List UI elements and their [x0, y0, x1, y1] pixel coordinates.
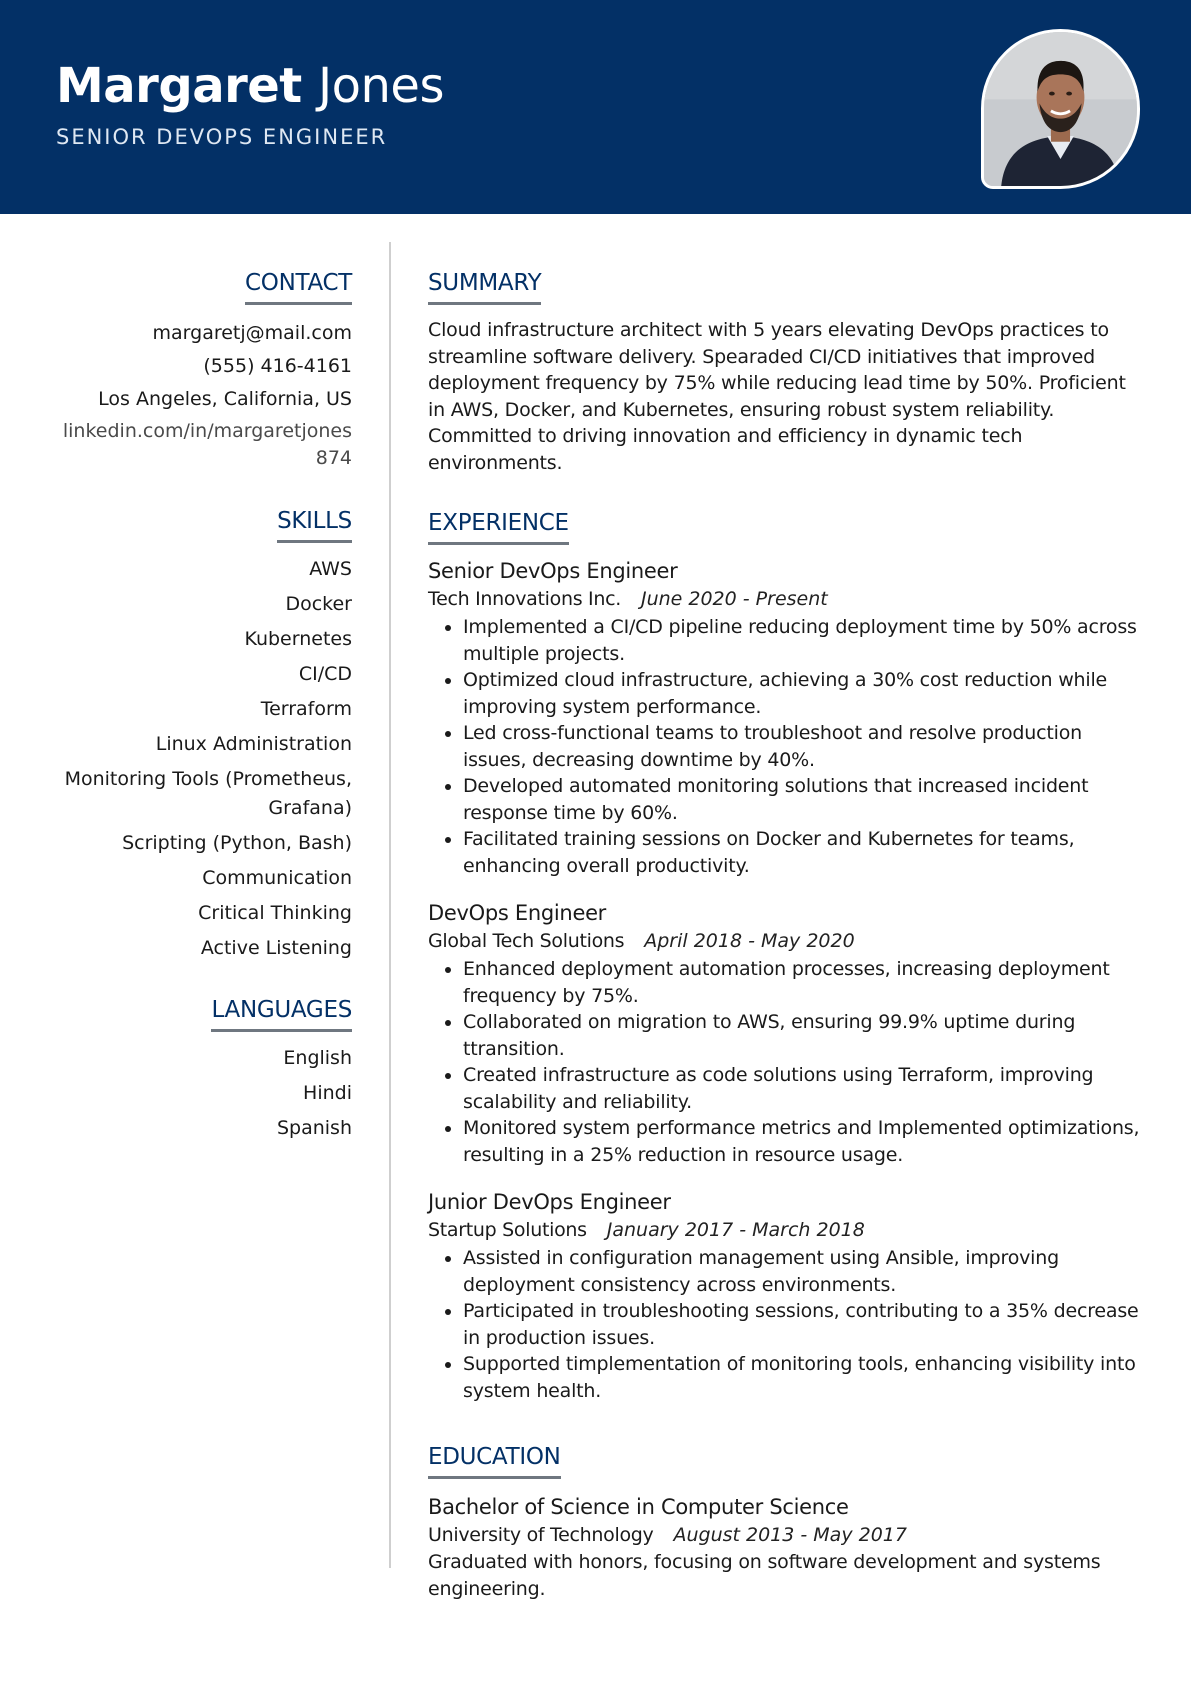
bullet-item: • Optimized cloud infrastructure, achieving a 30% cost reduction while improving system performance.: [463, 667, 1140, 720]
contact-email[interactable]: margaretj@mail.com: [152, 322, 352, 344]
bullet-item: • Monitored system performance metrics and Implemented optimizations, resulting in a 25% reduction in resource usage.: [463, 1115, 1140, 1168]
bullet-item: • Created infrastructure as code solutions using Terraform, improving scalability and reliability.: [463, 1062, 1140, 1115]
company-name: Startup Solutions: [428, 1219, 587, 1241]
job-bullets: [428, 614, 1140, 879]
job-entry: [428, 1188, 1140, 1404]
job-title: Senior DevOps Engineer: [428, 559, 678, 583]
skill-item: Monitoring Tools (Prometheus, Grafana): [64, 768, 352, 819]
skill-item: Terraform: [260, 698, 352, 720]
experience-section: [428, 508, 1140, 1404]
bullet-item: • Assisted in configuration management using Ansible, improving deployment consistency across environments.: [463, 1245, 1140, 1298]
skill-item: AWS: [309, 558, 352, 580]
contact-location: Los Angeles, California, US: [98, 388, 352, 410]
bullet-item: • Facilitated training sessions on Docker and Kubernetes for teams, enhancing overall productivity.: [463, 826, 1140, 879]
job-entry: [428, 899, 1140, 1168]
language-item: Spanish: [276, 1117, 352, 1139]
skill-item: Docker: [285, 593, 352, 615]
profile-photo-illustration: [984, 32, 1137, 186]
job-bullets: [428, 1245, 1140, 1404]
job-dates: June 2020 - Present: [640, 588, 828, 610]
experience-heading: EXPERIENCE: [428, 508, 569, 545]
bullet-item: • Developed automated monitoring solutions that increased incident response time by 60%.: [463, 773, 1140, 826]
education-heading: EDUCATION: [428, 1442, 561, 1479]
language-item: English: [283, 1047, 352, 1069]
bullet-item: • Enhanced deployment automation processes, increasing deployment frequency by 75%.: [463, 956, 1140, 1009]
skill-item: Active Listening: [200, 937, 352, 959]
job-meta: [428, 1216, 1140, 1244]
company-name: Global Tech Solutions: [428, 930, 625, 952]
candidate-name: [56, 56, 444, 116]
contact-phone: (555) 416-4161: [203, 355, 352, 377]
skill-item: Scripting (Python, Bash): [122, 832, 352, 854]
education-meta: [428, 1521, 1140, 1549]
skill-item: Linux Administration: [155, 733, 352, 755]
school-name: University of Technology: [428, 1524, 654, 1546]
language-item: Hindi: [303, 1082, 352, 1104]
first-name: Margaret: [56, 58, 302, 114]
job-meta: [428, 585, 1140, 613]
skills-heading: SKILLS: [277, 506, 352, 543]
job-meta: [428, 927, 1140, 955]
contact-section: [40, 268, 352, 472]
job-entry: [428, 557, 1140, 879]
summary-section: [428, 268, 1140, 476]
main-content: [428, 268, 1140, 1602]
education-section: [428, 1442, 1140, 1602]
sidebar: [40, 268, 352, 1149]
summary-heading: SUMMARY: [428, 268, 541, 305]
skill-item: Communication: [202, 867, 352, 889]
skill-item: Critical Thinking: [198, 902, 352, 924]
contact-linkedin[interactable]: linkedin.com/in/margaretjones 874: [62, 420, 352, 469]
job-title-header: SENIOR DEVOPS ENGINEER: [56, 125, 388, 149]
bullet-item: • Implemented a CI/CD pipeline reducing deployment time by 50% across multiple projects.: [463, 614, 1140, 667]
contact-heading: CONTACT: [245, 268, 352, 305]
bullet-item: • Led cross-functional teams to troubleshoot and resolve production issues, decreasing downtime by 40%.: [463, 720, 1140, 773]
bullet-item: • Collaborated on migration to AWS, ensuring 99.9% uptime during ttransition.: [463, 1009, 1140, 1062]
education-dates: August 2013 - May 2017: [673, 1524, 907, 1546]
skills-section: [40, 506, 352, 963]
skill-item: Kubernetes: [244, 628, 352, 650]
job-dates: April 2018 - May 2020: [644, 930, 855, 952]
education-description: Graduated with honors, focusing on software development and systems engineering.: [428, 1551, 1101, 1600]
header-banner: [0, 0, 1191, 214]
languages-section: [40, 995, 352, 1143]
last-name: Jones: [317, 58, 444, 114]
languages-heading: LANGUAGES: [211, 995, 352, 1032]
company-name: Tech Innovations Inc.: [428, 588, 621, 610]
job-title: DevOps Engineer: [428, 901, 607, 925]
bullet-item: • Supported timplementation of monitoring tools, enhancing visibility into system health.: [463, 1351, 1140, 1404]
profile-photo: [981, 29, 1140, 189]
skill-item: CI/CD: [298, 663, 352, 685]
summary-text: Cloud infrastructure architect with 5 years elevating DevOps practices to streamline software delivery. Spearaded CI/CD initiatives that improved deployment frequency by 75% while reducing lead time by 50%. Proficient in AWS, Docker, and Kubernetes, ensuring robust system reliability. Committed to driving innovation and efficiency in dynamic tech environments.: [428, 319, 1126, 474]
degree-title: Bachelor of Science in Computer Science: [428, 1495, 849, 1519]
job-dates: January 2017 - March 2018: [606, 1219, 865, 1241]
column-divider: [389, 242, 391, 1568]
job-title: Junior DevOps Engineer: [428, 1190, 671, 1214]
job-bullets: [428, 956, 1140, 1168]
bullet-item: • Participated in troubleshooting sessions, contributing to a 35% decrease in production issues.: [463, 1298, 1140, 1351]
